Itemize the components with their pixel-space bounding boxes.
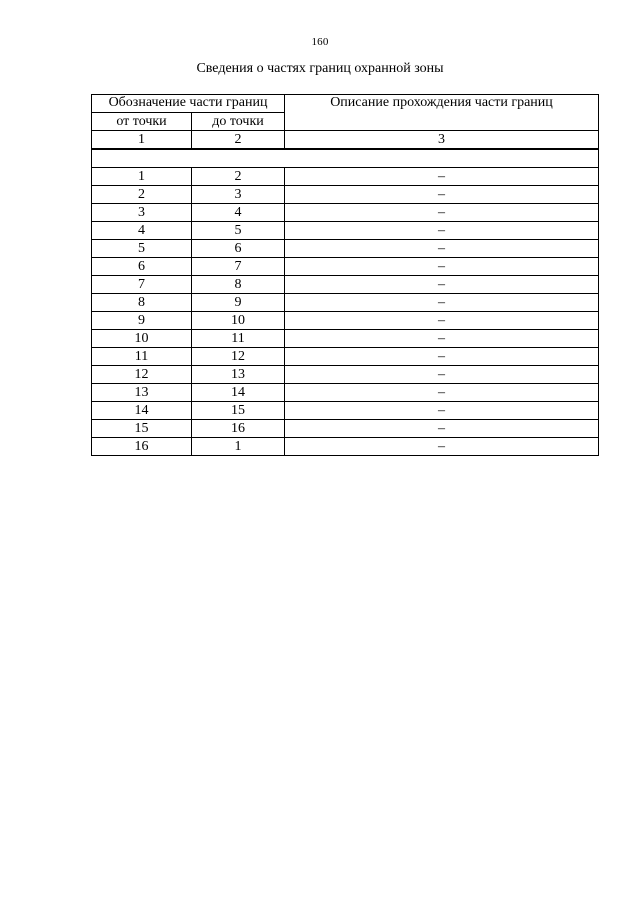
boundary-parts-table <box>91 94 599 456</box>
from-point-cell: 5 <box>92 240 192 258</box>
to-point-cell: 9 <box>192 294 285 312</box>
description-cell: – <box>285 330 599 348</box>
header-to-point: до точки <box>192 113 285 131</box>
from-point-cell: 6 <box>92 258 192 276</box>
description-cell: – <box>285 240 599 258</box>
table-row <box>92 348 599 366</box>
header-from-point: от точки <box>92 113 192 131</box>
table-row <box>92 402 599 420</box>
to-point-cell: 14 <box>192 384 285 402</box>
from-point-cell: 1 <box>92 168 192 186</box>
column-number: 3 <box>285 131 599 150</box>
description-cell: – <box>285 186 599 204</box>
from-point-cell: 7 <box>92 276 192 294</box>
to-point-cell: 6 <box>192 240 285 258</box>
to-point-cell: 1 <box>192 438 285 456</box>
description-cell: – <box>285 402 599 420</box>
table-row <box>92 222 599 240</box>
description-cell: – <box>285 384 599 402</box>
table-row <box>92 258 599 276</box>
description-cell: – <box>285 276 599 294</box>
to-point-cell: 7 <box>192 258 285 276</box>
table-row <box>92 204 599 222</box>
description-cell: – <box>285 258 599 276</box>
document-title: Сведения о частях границ охранной зоны <box>196 61 444 76</box>
to-point-cell: 5 <box>192 222 285 240</box>
to-point-cell: 15 <box>192 402 285 420</box>
from-point-cell: 8 <box>92 294 192 312</box>
header-boundary-description: Описание прохождения части границ <box>285 95 599 131</box>
table-row <box>92 438 599 456</box>
spacer-cell <box>92 149 599 168</box>
table-row <box>92 186 599 204</box>
to-point-cell: 2 <box>192 168 285 186</box>
to-point-cell: 12 <box>192 348 285 366</box>
to-point-cell: 11 <box>192 330 285 348</box>
to-point-cell: 16 <box>192 420 285 438</box>
table-row <box>92 294 599 312</box>
description-cell: – <box>285 366 599 384</box>
description-cell: – <box>285 204 599 222</box>
spacer-row <box>92 149 599 168</box>
table-row <box>92 384 599 402</box>
from-point-cell: 11 <box>92 348 192 366</box>
column-number: 2 <box>192 131 285 150</box>
from-point-cell: 2 <box>92 186 192 204</box>
description-cell: – <box>285 294 599 312</box>
from-point-cell: 4 <box>92 222 192 240</box>
description-cell: – <box>285 168 599 186</box>
from-point-cell: 12 <box>92 366 192 384</box>
to-point-cell: 13 <box>192 366 285 384</box>
table-row <box>92 240 599 258</box>
table-header <box>92 95 599 131</box>
from-point-cell: 13 <box>92 384 192 402</box>
description-cell: – <box>285 222 599 240</box>
from-point-cell: 14 <box>92 402 192 420</box>
table-row <box>92 330 599 348</box>
from-point-cell: 15 <box>92 420 192 438</box>
table-row <box>92 420 599 438</box>
column-number: 1 <box>92 131 192 150</box>
from-point-cell: 3 <box>92 204 192 222</box>
from-point-cell: 9 <box>92 312 192 330</box>
column-numbering-row <box>92 131 599 150</box>
table-row <box>92 276 599 294</box>
to-point-cell: 10 <box>192 312 285 330</box>
description-cell: – <box>285 348 599 366</box>
to-point-cell: 4 <box>192 204 285 222</box>
from-point-cell: 10 <box>92 330 192 348</box>
description-cell: – <box>285 312 599 330</box>
from-point-cell: 16 <box>92 438 192 456</box>
description-cell: – <box>285 438 599 456</box>
table-row <box>92 366 599 384</box>
description-cell: – <box>285 420 599 438</box>
to-point-cell: 8 <box>192 276 285 294</box>
table-row <box>92 168 599 186</box>
table-body <box>92 131 599 456</box>
header-boundary-designation: Обозначение части границ <box>92 95 285 113</box>
to-point-cell: 3 <box>192 186 285 204</box>
page-number: 160 <box>311 36 329 48</box>
table-row <box>92 312 599 330</box>
